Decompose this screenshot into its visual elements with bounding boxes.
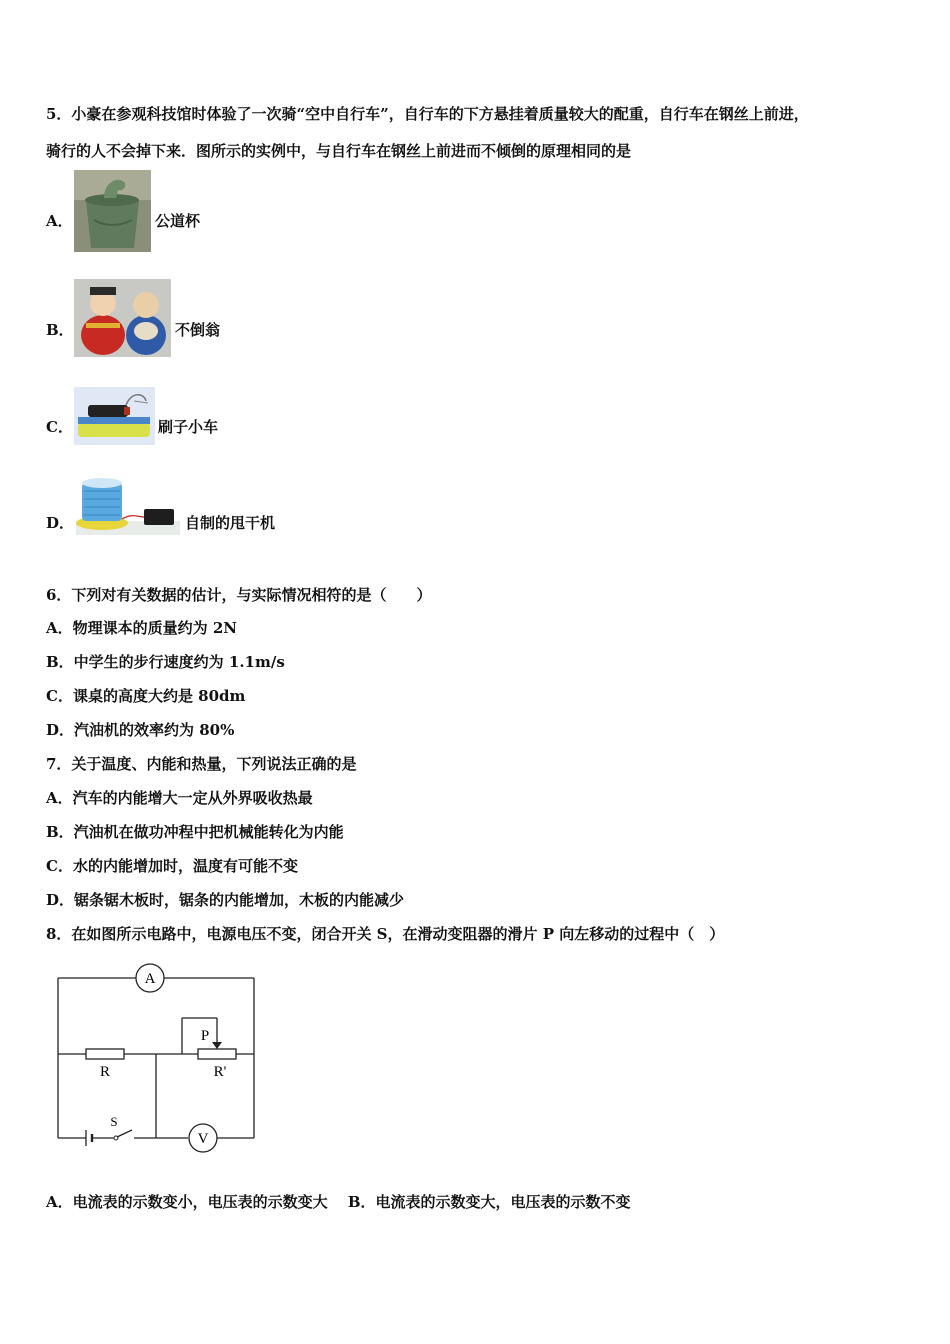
q8-stem: 8．在如图所示电路中，电源电压不变，闭合开关 S，在滑动变阻器的滑片 P 向左移动的过程中（ ）: [46, 925, 725, 943]
ammeter-label: A: [144, 971, 156, 987]
q5-option-a-text: 公道杯: [155, 212, 201, 230]
q5-stem-line1: 5．小豪在参观科技馆时体验了一次骑“空中自行车”，自行车的下方悬挂着质量较大的配重，自行车在钢丝上前进，: [46, 105, 809, 123]
gongdao-cup-image: [74, 170, 151, 252]
rheostat-symbol: [198, 1049, 236, 1080]
resistor-label: R: [99, 1064, 111, 1080]
rheostat-label: R': [213, 1064, 227, 1080]
q5-option-c-label: C．: [46, 418, 73, 436]
ammeter-symbol: [136, 964, 164, 992]
q6-stem: 6．下列对有关数据的估计，与实际情况相符的是（ ）: [46, 586, 432, 604]
q5-option-c-text: 刷子小车: [158, 418, 219, 436]
q5-option-b-text: 不倒翁: [175, 321, 221, 339]
tumbler-dolls-image: [74, 279, 171, 357]
battery-symbol: [86, 1130, 92, 1146]
switch-symbol: [110, 1114, 132, 1140]
q7-option-c: C．水的内能增加时，温度有可能不变: [46, 857, 298, 875]
q7-option-a: A．汽车的内能增大一定从外界吸收热最: [46, 789, 313, 807]
q5-option-a-label: A．: [46, 212, 73, 230]
q7-stem: 7．关于温度、内能和热量，下列说法正确的是: [46, 755, 357, 773]
q5-option-d-label: D．: [46, 514, 75, 532]
q7-option-d: D．锯条锯木板时，锯条的内能增加，木板的内能减少: [46, 891, 405, 909]
resistor-symbol: [86, 1049, 124, 1080]
q5-option-d-text: 自制的甩干机: [185, 514, 276, 532]
q8-options-line: A．电流表的示数变小，电压表的示数变大 B．电流表的示数变大，电压表的示数不变: [46, 1193, 631, 1211]
q6-option-b: B．中学生的步行速度约为 1.1m/s: [46, 653, 285, 671]
q5-stem-line2: 骑行的人不会掉下来．图所示的实例中，与自行车在钢丝上前进而不倾倒的原理相同的是: [46, 142, 632, 160]
homemade-dryer-image: [74, 473, 182, 539]
q6-option-d: D．汽油机的效率约为 80%: [46, 721, 235, 739]
circuit-diagram: [50, 960, 270, 1160]
voltmeter-symbol: [189, 1124, 217, 1152]
brush-car-image: [74, 387, 155, 445]
switch-label: S: [110, 1114, 118, 1129]
q6-option-a: A．物理课本的质量约为 2N: [46, 619, 238, 637]
q5-option-b-label: B．: [46, 321, 74, 339]
voltmeter-label: V: [197, 1131, 209, 1147]
slider-label: P: [200, 1028, 210, 1044]
q6-option-c: C．课桌的高度大约是 80dm: [46, 687, 246, 705]
q7-option-b: B．汽油机在做功冲程中把机械能转化为内能: [46, 823, 344, 841]
